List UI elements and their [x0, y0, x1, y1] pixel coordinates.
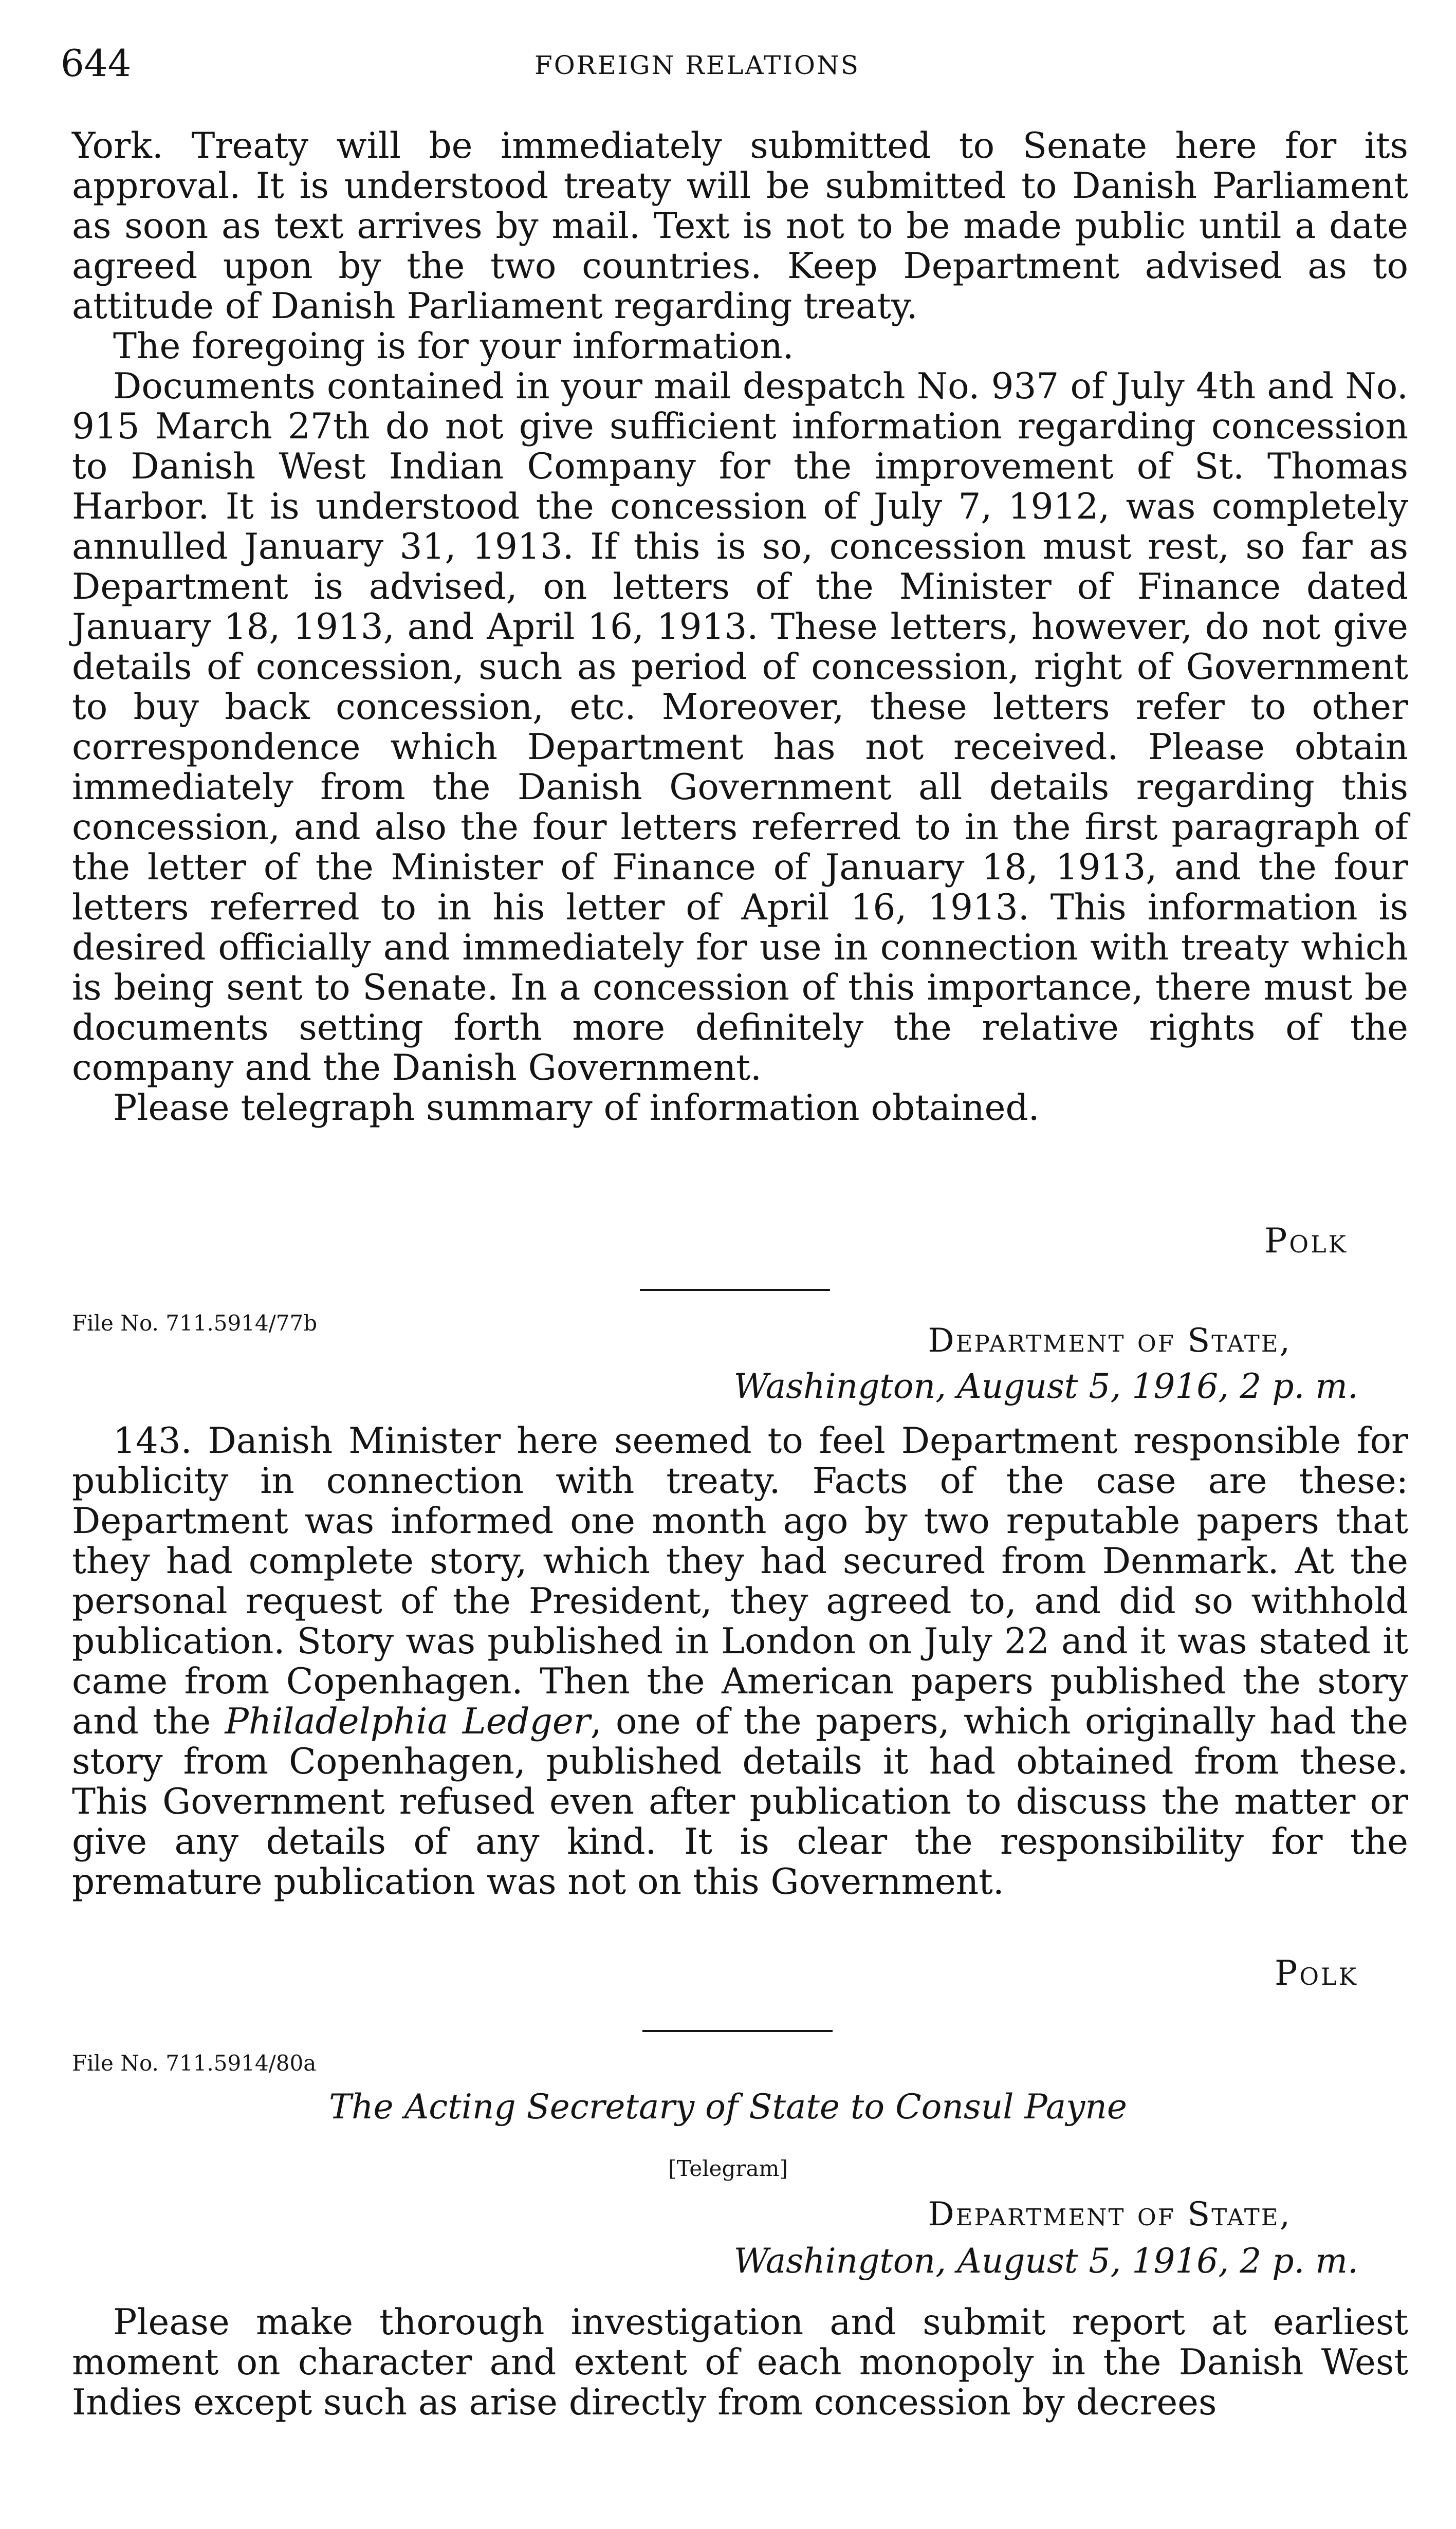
newspaper-title: Philadelphia Ledger: [225, 1701, 591, 1742]
section-divider: [640, 1289, 830, 1291]
paragraph: York. Treaty will be immediately submitted to Senate here for its approval. It is understood treaty will be submitted to Danish Parliament as soon as text arrives by mail. Text is not to be made public until a date agreed upon by the two countries. Keep Department advised as to attitude of Danish Parliament regarding treaty.: [72, 125, 1408, 327]
dateline: Washington, August 5, 1916, 2 p. m.: [733, 2241, 1358, 2281]
section-3-text: [72, 2302, 1408, 2423]
paragraph: [72, 1421, 1408, 1902]
page-number: 644: [61, 42, 132, 85]
section-1-text: [72, 126, 1408, 1128]
document-heading: The Acting Secretary of State to Consul Payne: [329, 2087, 1127, 2127]
department-heading: Department of State,: [928, 2195, 1292, 2233]
document-type: [Telegram]: [668, 2156, 788, 2181]
paragraph: The foregoing is for your information.: [113, 326, 794, 367]
paragraph: Documents contained in your mail despatch No. 937 of July 4th and No. 915 March 27th do not give sufficient information regarding concession to Danish West Indian Company for the improvement of St. Thomas Harbor. It is understood the concession of July 7, 1912, was completely annulled January 31, 1913. If this is so, concession must rest, so far as Department is advised, on letters of the Minister of Finance dated January 18, 1913, and April 16, 1913. These letters, however, do not give details of concession, such as period of concession, right of Government to buy back concession, etc. Moreover, these letters refer to other correspondence which Department has not received. Please obtain immediately from the Danish Government all details regarding this concession, and also the four letters referred to in the first paragraph of the letter of the Minister of Finance of January 18, 1913, and the four letters referred to in his letter of April 16, 1913. This information is desired officially and immediately for use in connection with treaty which is being sent to Senate. In a concession of this importance, there must be documents setting forth more definitely the relative rights of the company and the Danish Government.: [72, 366, 1408, 1088]
paragraph: Please telegraph summary of information obtained.: [113, 1087, 1040, 1129]
department-heading: Department of State,: [928, 1322, 1292, 1360]
section-2-text: [72, 1421, 1408, 1902]
section-divider: [642, 2030, 833, 2032]
running-head: FOREIGN RELATIONS: [535, 50, 860, 80]
file-number: File No. 711.5914/77b: [72, 1310, 318, 1336]
dateline: Washington, August 5, 1916, 2 p. m.: [733, 1367, 1358, 1406]
paragraph-text: 143. Danish Minister here seemed to feel Department responsible for publicity in connection with treaty. Facts of the case are these: Department was informed one month ago by two reputable papers that they had complete story, which they had secured from Denmark. At the personal request of the President, they agreed to, and did so withhold publication. Story was published in London on July 22 and it was stated it came from Copenhagen. Then the American papers published the story and the: [72, 1420, 1408, 1742]
file-number: File No. 711.5914/80a: [72, 2051, 317, 2076]
paragraph-text: , one of the papers, which originally had the story from Copenhagen, published details it had obtained from these. This Government refused even after publication to discuss the matter or give any details of any kind. It is clear the responsibility for the premature publication was not on this Government.: [72, 1701, 1408, 1903]
signature: Polk: [1275, 1953, 1359, 1993]
signature: Polk: [1264, 1221, 1349, 1261]
paragraph: Please make thorough investigation and submit report at earliest moment on character and extent of each monopoly in the Danish West Indies except such as arise directly from concession by decrees: [72, 2302, 1408, 2423]
